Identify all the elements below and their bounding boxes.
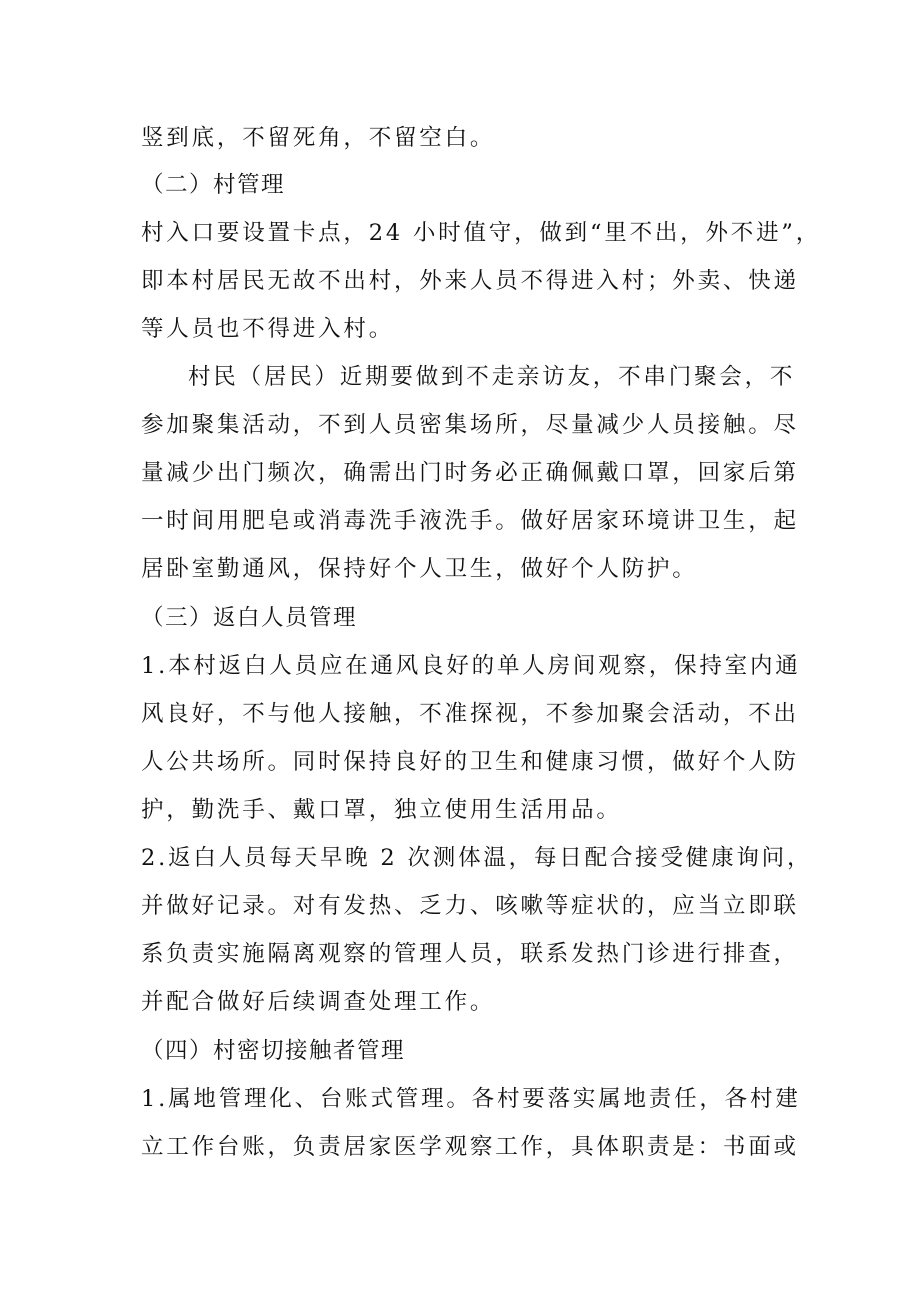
text-line: 参加聚集活动，不到人员密集场所，尽量减少人员接触。尽 [141,412,799,438]
text-line: 并配合做好后续调查处理工作。 [141,989,496,1015]
text-line: 2.返白人员每天早晚 2 次测体温，每日配合接受健康询问， [141,845,813,871]
text-line: 系负责实施隔离观察的管理人员，联系发热门诊进行排查， [141,941,799,967]
text-line: 护，勤洗手、戴口罩，独立使用生活用品。 [141,797,622,823]
text-line: 村入口要设置卡点，24 小时值守，做到“里不出，外不进”， [141,220,821,246]
text-line: 等人员也不得进入村。 [141,316,395,342]
text-line: 即本村居民无故不出村，外来人员不得进入村；外卖、快递 [141,268,799,294]
text-line: 1.本村返白人员应在通风良好的单人房间观察，保持室内通 [141,653,801,679]
text-line: 居卧室勤通风，保持好个人卫生，做好个人防护。 [141,556,698,582]
text-line: 立工作台账，负责居家医学观察工作，具体职责是：书面或 [141,1134,799,1160]
text-line: 一时间用肥皂或消毒洗手液洗手。做好居家环境讲卫生，起 [141,508,799,534]
section-heading: （二）村管理 [141,172,286,198]
text-line: 竖到底，不留死角，不留空白。 [141,125,496,151]
text-line: 量减少出门频次，确需出门时务必正确佩戴口罩，回家后第 [141,460,799,486]
text-line: 风良好，不与他人接触，不准探视，不参加聚会活动，不出 [141,701,799,727]
text-line: 村民（居民）近期要做到不走亲访友，不串门聚会，不 [188,364,796,390]
section-heading: （四）村密切接触者管理 [141,1038,406,1064]
text-line: 人公共场所。同时保持良好的卫生和健康习惯，做好个人防 [141,749,799,775]
section-heading: （三）返白人员管理 [141,605,358,631]
text-line: 1.属地管理化、台账式管理。各村要落实属地责任，各村建 [141,1086,801,1112]
text-line: 并做好记录。对有发热、乏力、咳嗽等症状的，应当立即联 [141,893,799,919]
